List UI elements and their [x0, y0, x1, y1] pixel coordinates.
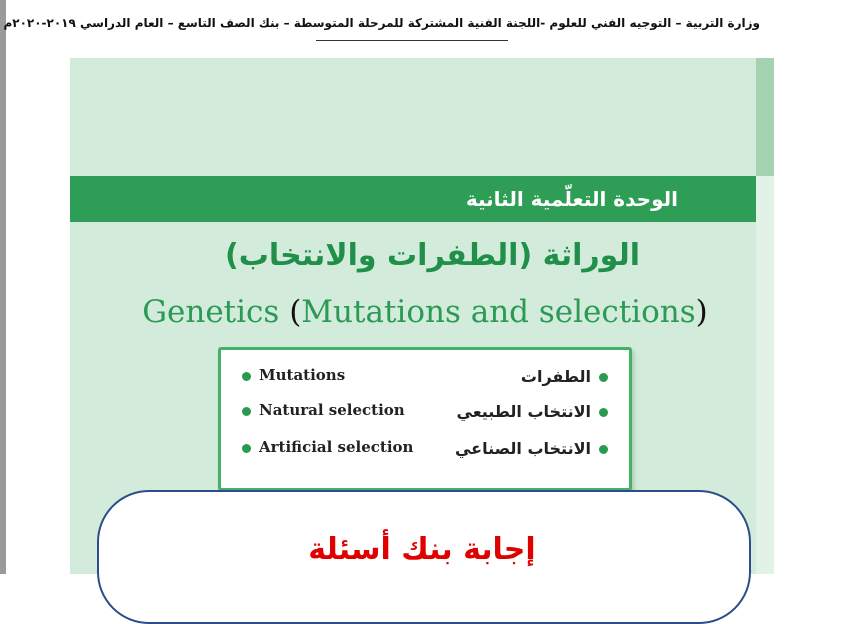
bullet-icon — [242, 407, 251, 416]
topic-ar-label: الطفرات — [520, 367, 591, 386]
arabic-title: الوراثة (الطفرات والانتخاب) — [225, 238, 640, 273]
topic-en-label: Artificial selection — [259, 438, 414, 456]
left-margin-bar — [0, 0, 6, 574]
english-title-close-paren: ) — [695, 294, 708, 330]
english-title-open-paren: ( — [289, 294, 302, 330]
english-title-sub: Mutations and selections — [301, 294, 696, 330]
header-underline — [316, 40, 508, 41]
bullet-icon — [599, 373, 608, 382]
topic-en-item — [234, 400, 405, 420]
bullet-icon — [242, 372, 251, 381]
english-title-main: Genetics — [142, 294, 280, 330]
answer-heading: إجابة بنك أسئلة — [308, 532, 536, 567]
topic-ar-label: الانتخاب الصناعي — [454, 439, 591, 458]
bullet-icon — [599, 445, 608, 454]
page-side-edge — [756, 176, 774, 574]
bullet-icon — [599, 408, 608, 417]
topic-ar-item — [521, 366, 616, 388]
english-title — [100, 294, 750, 330]
topic-ar-item — [457, 401, 616, 423]
topic-en-label: Natural selection — [259, 401, 405, 419]
bullet-icon — [242, 444, 251, 453]
topic-ar-label: الانتخاب الطبيعي — [456, 402, 591, 421]
unit-label: الوحدة التعلّمية الثانية — [465, 187, 678, 211]
topic-en-item — [234, 365, 345, 385]
topic-ar-item — [455, 438, 616, 460]
topic-en-label: Mutations — [259, 366, 346, 384]
topic-en-item — [234, 437, 413, 457]
page-side-strip — [756, 58, 774, 176]
document-header: وزارة التربية – التوجيه الفني للعلوم -اللجنة الفنية المشتركة للمرحلة المتوسطة – بنك الصف التاسع – العام الدراسي ٢٠١٩-٢٠٢٠م — [3, 16, 760, 30]
